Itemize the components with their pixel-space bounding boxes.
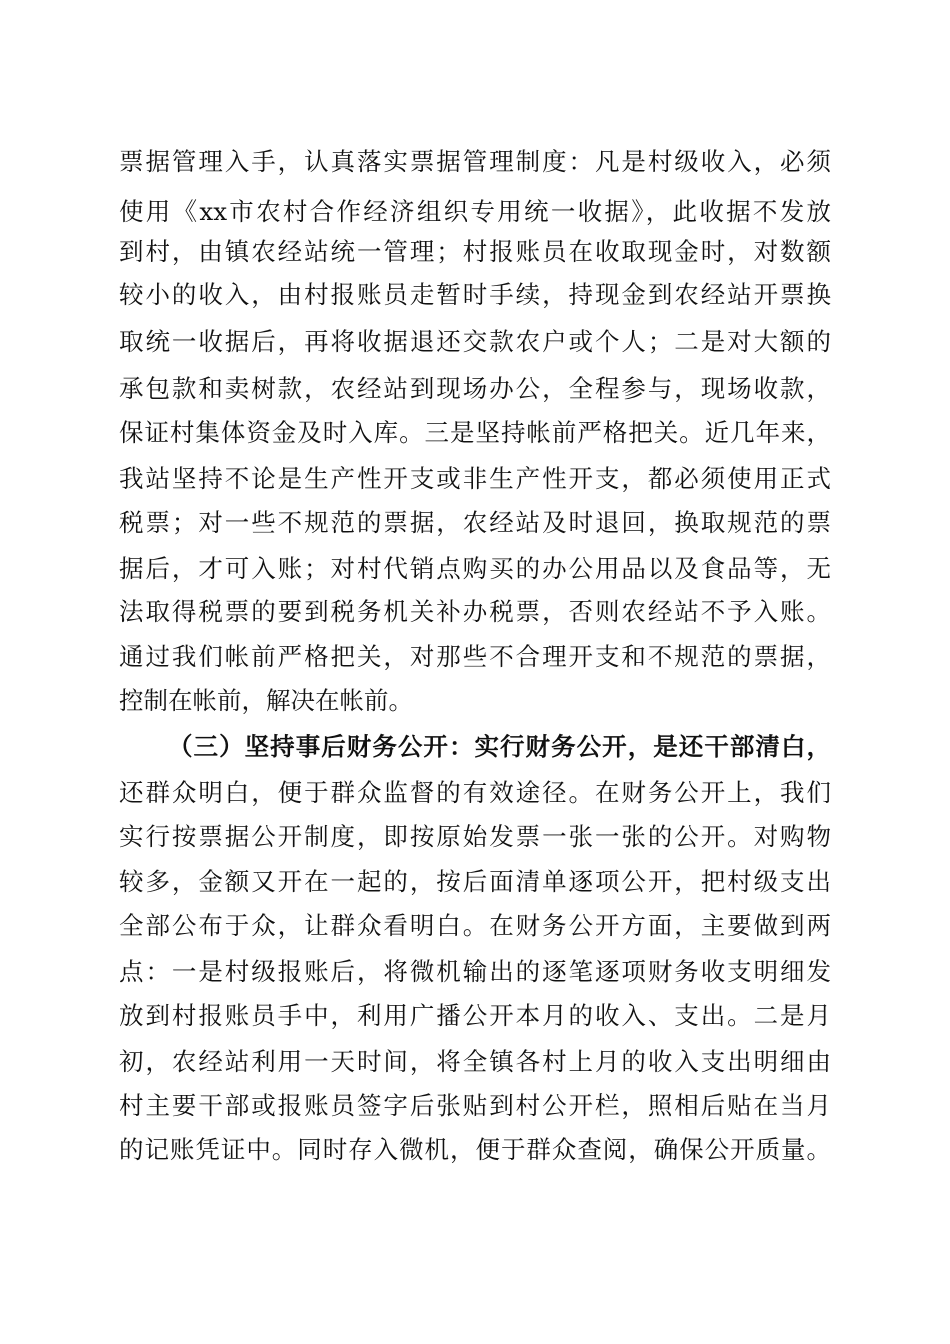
text-line: 通过我们帐前严格把关，对那些不合理开支和不规范的票据， [119,642,831,671]
section-heading-line: （三）坚持事后财务公开：实行财务公开，是还干部清白， [168,732,831,761]
text-line: 较小的收入，由村报账员走暂时手续，持现金到农经站开票换 [119,280,831,309]
text-line: 点：一是村级报账后，将微机输出的逐笔逐项财务收支明细发 [119,957,831,986]
text-line: 取统一收据后，再将收据退还交款农户或个人；二是对大额的 [119,327,831,356]
text-line: 村主要干部或报账员签字后张贴到村公开栏，照相后贴在当月 [119,1091,831,1120]
text-line: 票据管理入手，认真落实票据管理制度：凡是村级收入，必须 [119,147,831,176]
text-line: 税票；对一些不规范的票据，农经站及时退回，换取规范的票 [119,508,831,537]
text-line: 全部公布于众，让群众看明白。在财务公开方面，主要做到两 [119,911,831,940]
text-line: 保证村集体资金及时入库。三是坚持帐前严格把关。近几年来， [119,418,831,447]
text-line: 使用《xx市农村合作经济组织专用统一收据》，此收据不发放 [119,197,831,226]
text-line: 还群众明白，便于群众监督的有效途径。在财务公开上，我们 [119,778,831,807]
text-line: 法取得税票的要到税务机关补办税票，否则农经站不予入账。 [119,597,831,626]
text-line: 初，农经站利用一天时间，将全镇各村上月的收入支出明细由 [119,1047,831,1076]
text-line: 承包款和卖树款，农经站到现场办公，全程参与，现场收款， [119,374,831,403]
text-line: 据后，才可入账；对村代销点购买的办公用品以及食品等，无 [119,554,831,583]
text-line: 我站坚持不论是生产性开支或非生产性开支，都必须使用正式 [119,464,831,493]
text-line: 较多，金额又开在一起的，按后面清单逐项公开，把村级支出 [119,867,831,896]
text-line: 到村，由镇农经站统一管理；村报账员在收取现金时，对数额 [119,237,831,266]
text-line: 控制在帐前，解决在帐前。 [119,686,413,715]
text-line: 实行按票据公开制度，即按原始发票一张一张的公开。对购物 [119,822,831,851]
text-line: 放到村报账员手中，利用广播公开本月的收入、支出。二是月 [119,1001,831,1030]
text-line: 的记账凭证中。同时存入微机，便于群众查阅，确保公开质量。 [119,1135,831,1164]
